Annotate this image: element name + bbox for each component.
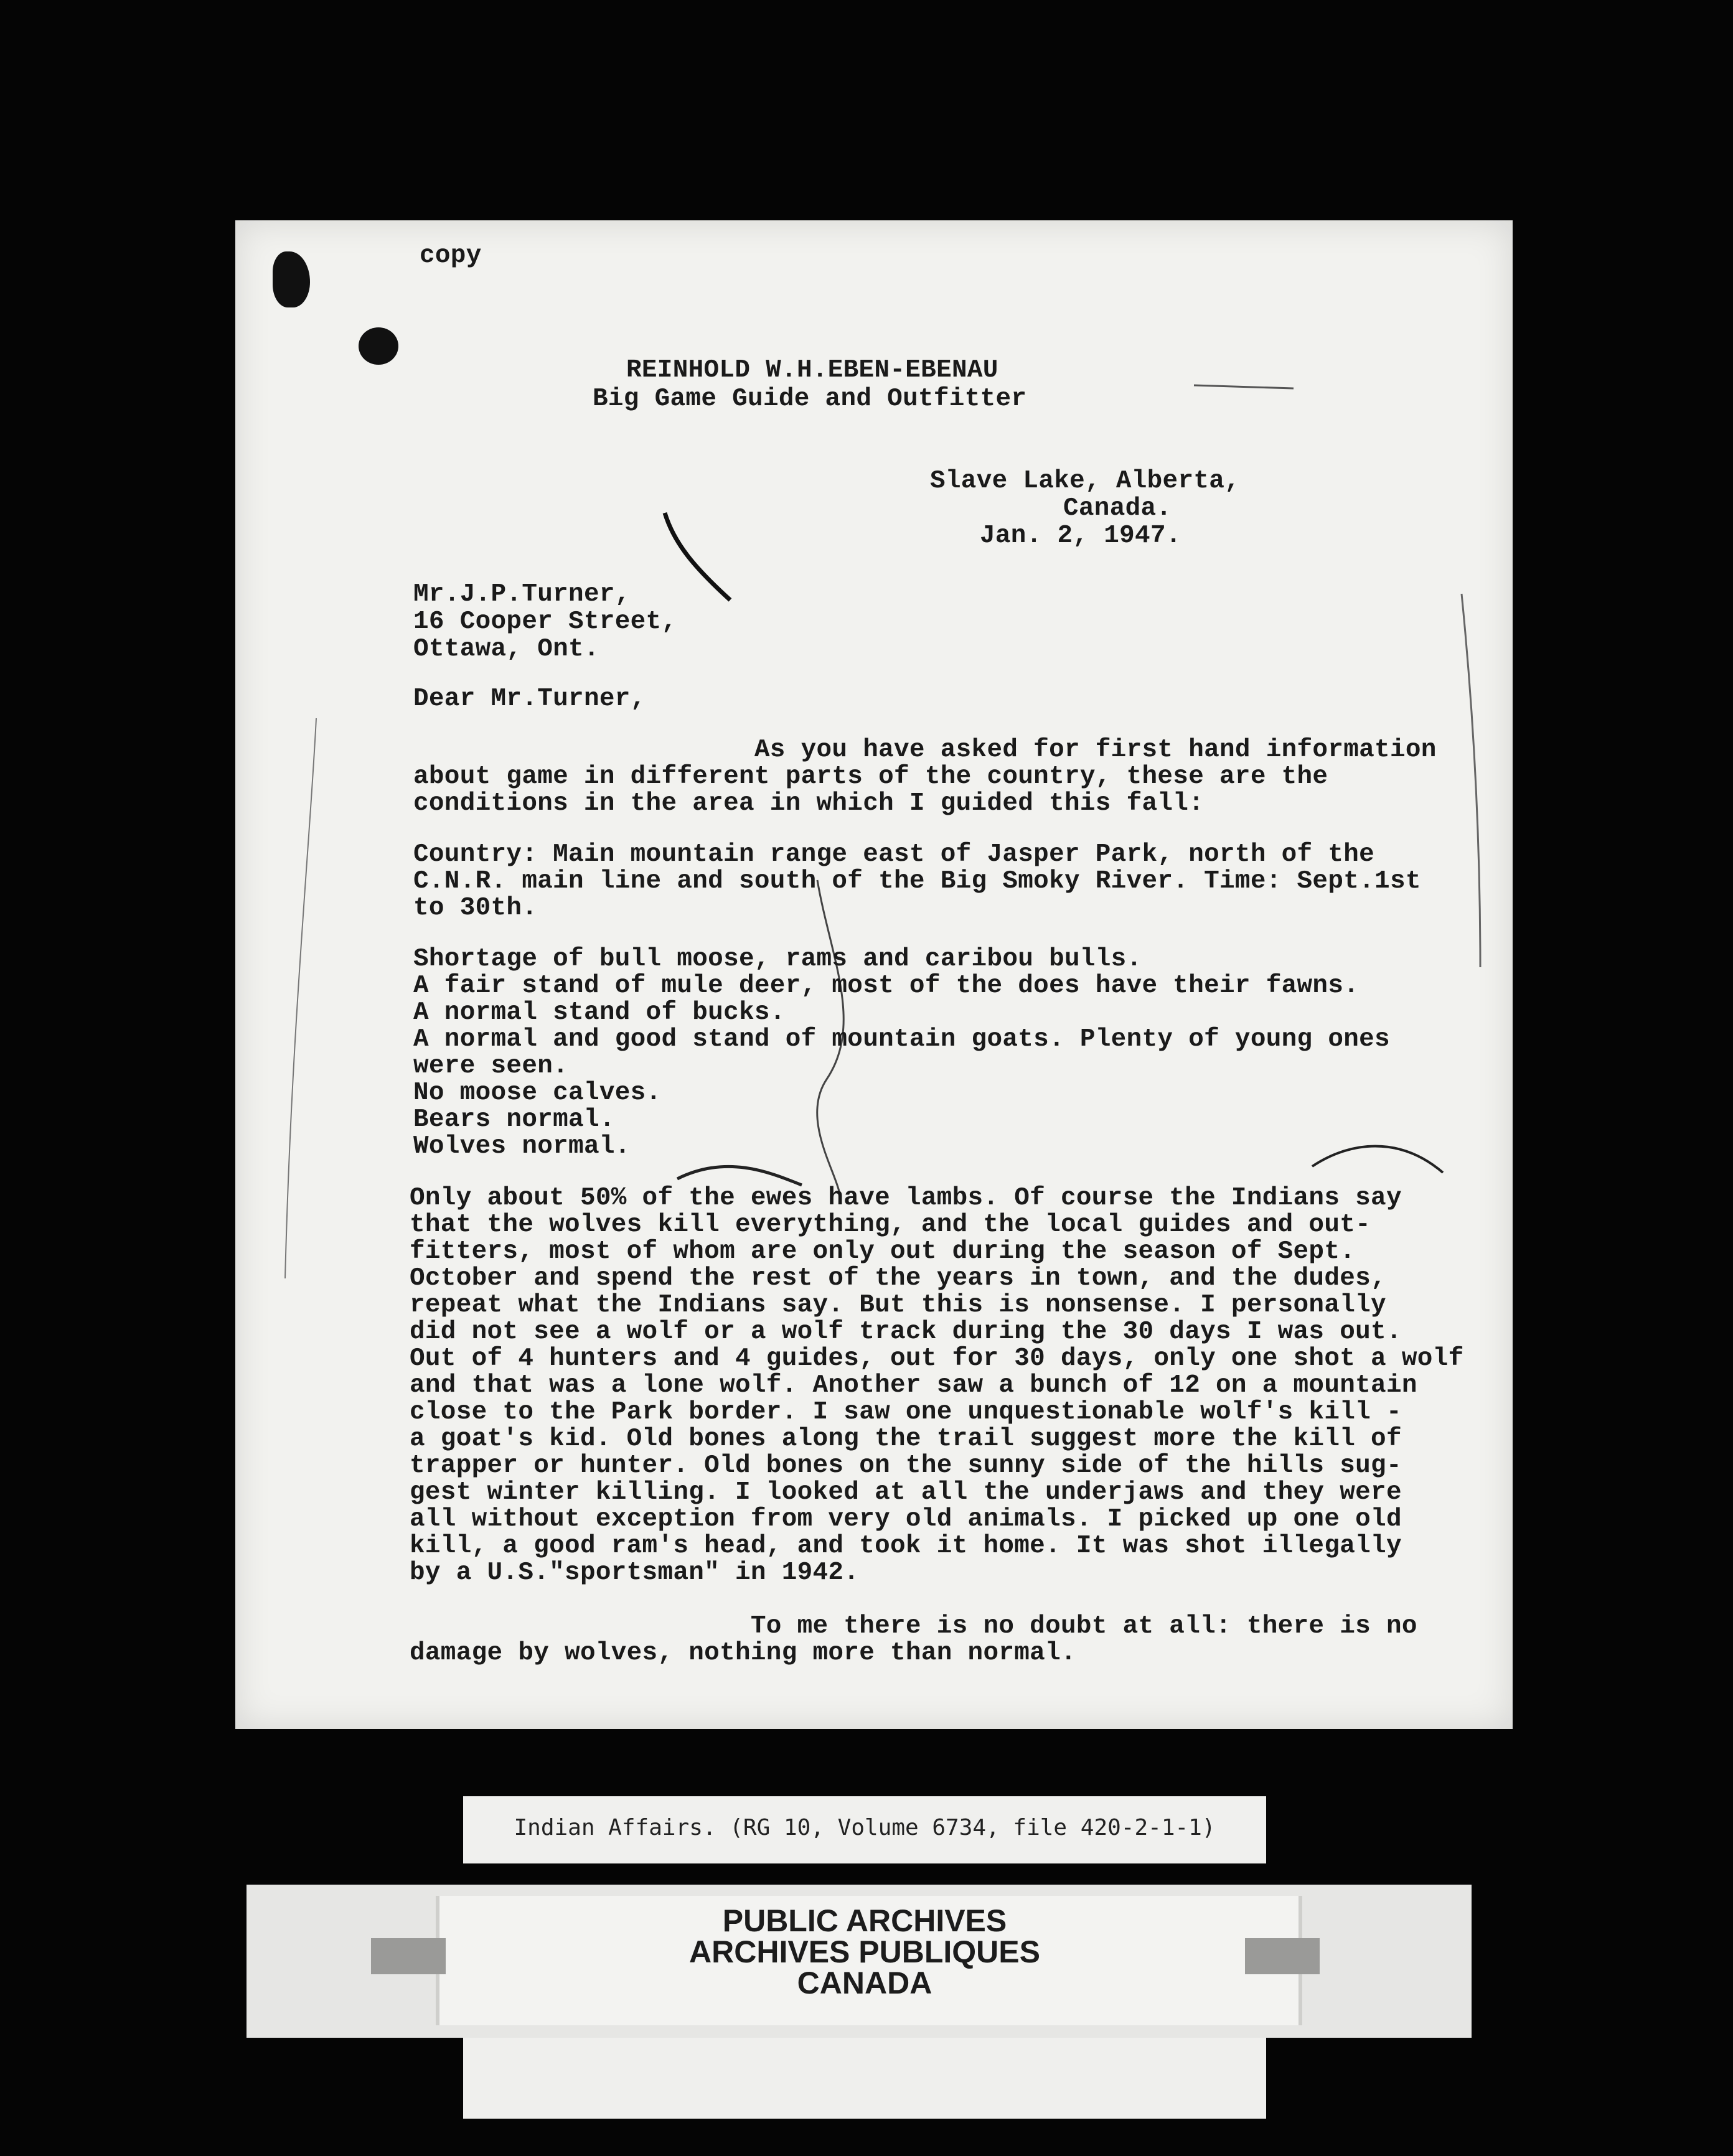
letterhead-name: REINHOLD W.H.EBEN-EBENAU bbox=[626, 356, 998, 385]
observation-line: Wolves normal. bbox=[413, 1132, 631, 1161]
recipient-name: Mr.J.P.Turner, bbox=[413, 580, 631, 609]
body-line: all without exception from very old animals. I picked up one old bbox=[410, 1505, 1402, 1534]
country-line: to 30th. bbox=[413, 894, 538, 922]
body-line: fitters, most of whom are only out during the season of Sept. bbox=[410, 1237, 1356, 1266]
observation-line: Shortage of bull moose, rams and caribou bulls. bbox=[413, 945, 1142, 973]
archive-stamp-line-1: PUBLIC ARCHIVES bbox=[722, 1903, 1007, 1938]
observation-line: were seen. bbox=[413, 1052, 569, 1080]
intro-line: about game in different parts of the country, these are the bbox=[413, 762, 1328, 791]
archive-stub bbox=[463, 2038, 1266, 2119]
observation-line: No moose calves. bbox=[413, 1079, 662, 1107]
date-line: Jan. 2, 1947. bbox=[980, 522, 1181, 550]
intro-line: As you have asked for first hand information bbox=[413, 736, 1437, 764]
archive-citation-label bbox=[463, 1796, 1266, 1863]
body-line: kill, a good ram's head, and took it home. It was shot illegally bbox=[410, 1532, 1402, 1560]
closing-line: damage by wolves, nothing more than normal. bbox=[410, 1639, 1076, 1667]
body-line: gest winter killing. I looked at all the underjaws and they were bbox=[410, 1478, 1402, 1507]
body-line: and that was a lone wolf. Another saw a bunch of 12 on a mountain bbox=[410, 1371, 1417, 1400]
body-line: close to the Park border. I saw one unquestionable wolf's kill - bbox=[410, 1398, 1402, 1427]
body-line: trapper or hunter. Old bones on the sunny side of the hills sug- bbox=[410, 1451, 1402, 1480]
body-line: that the wolves kill everything, and the local guides and out- bbox=[410, 1211, 1371, 1239]
recipient-street: 16 Cooper Street, bbox=[413, 607, 677, 636]
archive-stamp-line-3: CANADA bbox=[797, 1966, 932, 2000]
letter-page bbox=[235, 220, 1513, 1729]
body-line: a goat's kid. Old bones along the trail suggest more the kill of bbox=[410, 1425, 1402, 1453]
body-line: did not see a wolf or a wolf track during the 30 days I was out. bbox=[410, 1318, 1402, 1346]
body-line: by a U.S."sportsman" in 1942. bbox=[410, 1558, 860, 1587]
place-line-1: Slave Lake, Alberta, bbox=[930, 467, 1241, 495]
body-line: repeat what the Indians say. But this is nonsense. I personally bbox=[410, 1291, 1386, 1319]
observation-line: A normal and good stand of mountain goats. Plenty of young ones bbox=[413, 1025, 1390, 1054]
letterhead-title: Big Game Guide and Outfitter bbox=[593, 385, 1027, 413]
place-line-2: Canada. bbox=[1063, 494, 1172, 523]
country-line: Country: Main mountain range east of Jasper Park, north of the bbox=[413, 840, 1375, 869]
recipient-city: Ottawa, Ont. bbox=[413, 635, 599, 663]
body-line: Out of 4 hunters and 4 guides, out for 30 days, only one shot a wolf bbox=[410, 1344, 1464, 1373]
strip-tab-left bbox=[371, 1938, 446, 1974]
body-line: October and spend the rest of the years in town, and the dudes, bbox=[410, 1264, 1386, 1293]
archive-stamp-line-2: ARCHIVES PUBLIQUES bbox=[689, 1934, 1040, 1969]
observation-line: Bears normal. bbox=[413, 1105, 615, 1134]
closing-line: To me there is no doubt at all: there is no bbox=[410, 1612, 1417, 1641]
observation-line: A fair stand of mule deer, most of the does have their fawns. bbox=[413, 972, 1360, 1000]
country-line: C.N.R. main line and south of the Big Smoky River. Time: Sept.1st bbox=[413, 867, 1421, 896]
observation-line: A normal stand of bucks. bbox=[413, 998, 786, 1027]
body-line: Only about 50% of the ewes have lambs. Of course the Indians say bbox=[410, 1184, 1402, 1212]
intro-line: conditions in the area in which I guided this fall: bbox=[413, 789, 1205, 818]
salutation: Dear Mr.Turner, bbox=[413, 685, 646, 713]
archive-citation: Indian Affairs. (RG 10, Volume 6734, file 420-2-1-1) bbox=[514, 1815, 1216, 1840]
copy-mark: copy bbox=[420, 241, 482, 270]
